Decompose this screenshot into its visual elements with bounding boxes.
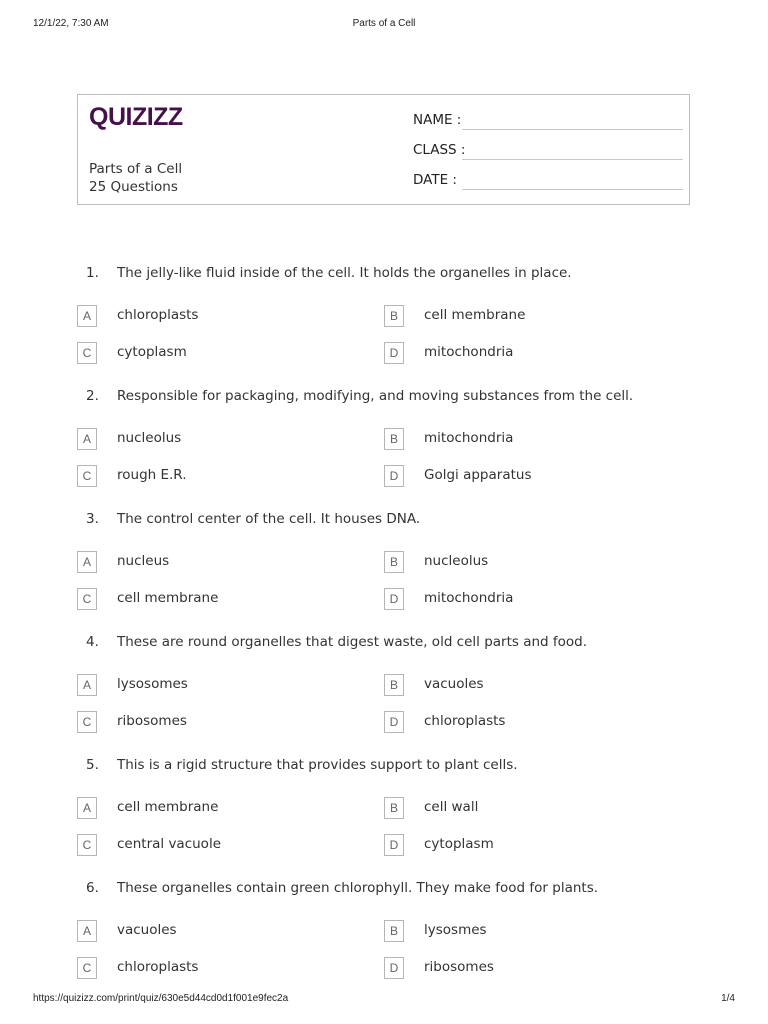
option-letter-box[interactable]: A <box>77 797 97 819</box>
option-letter-box[interactable]: B <box>384 551 404 573</box>
option-letter-box[interactable]: D <box>384 834 404 856</box>
quizizz-logo: QUIZIZZ <box>89 103 183 131</box>
option-b[interactable] <box>384 797 684 821</box>
option-text: mitochondria <box>424 590 514 606</box>
question-count: 25 Questions <box>89 179 178 195</box>
option-text: lysosmes <box>424 922 487 938</box>
option-letter-box[interactable]: B <box>384 674 404 696</box>
option-text: lysosomes <box>117 676 188 692</box>
question-text: Responsible for packaging, modifying, and moving substances from the cell. <box>117 388 634 404</box>
option-text: mitochondria <box>424 344 514 360</box>
print-header <box>0 16 768 32</box>
question-text: These organelles contain green chlorophyll. They make food for plants. <box>117 880 599 896</box>
option-c[interactable] <box>77 588 377 612</box>
print-page-title: Parts of a Cell <box>352 18 416 29</box>
option-text: mitochondria <box>424 430 514 446</box>
date-field[interactable] <box>413 172 683 192</box>
option-letter-box[interactable]: C <box>77 465 97 487</box>
question-number: 1. <box>86 265 99 281</box>
question <box>0 634 768 664</box>
option-d[interactable] <box>384 588 684 612</box>
option-a[interactable] <box>77 551 377 575</box>
question <box>0 265 768 295</box>
question-text: The control center of the cell. It houses DNA. <box>117 511 421 527</box>
option-letter-box[interactable]: C <box>77 711 97 733</box>
option-letter-box[interactable]: C <box>77 588 97 610</box>
option-d[interactable] <box>384 342 684 366</box>
option-letter-box[interactable]: A <box>77 551 97 573</box>
quiz-info-box <box>77 94 690 205</box>
option-letter-box[interactable]: A <box>77 428 97 450</box>
print-footer <box>0 991 768 1007</box>
question-text: The jelly-like fluid inside of the cell. It holds the organelles in place. <box>117 265 572 281</box>
option-letter-box[interactable]: A <box>77 305 97 327</box>
option-text: chloroplasts <box>424 713 506 729</box>
option-b[interactable] <box>384 920 684 944</box>
option-text: chloroplasts <box>117 959 199 975</box>
option-letter-box[interactable]: C <box>77 342 97 364</box>
class-line[interactable] <box>462 159 683 160</box>
option-text: ribosomes <box>117 713 187 729</box>
option-b[interactable] <box>384 305 684 329</box>
question <box>0 511 768 541</box>
option-letter-box[interactable]: C <box>77 957 97 979</box>
option-text: nucleolus <box>117 430 182 446</box>
option-letter-box[interactable]: D <box>384 957 404 979</box>
option-letter-box[interactable]: B <box>384 920 404 942</box>
option-letter-box[interactable]: B <box>384 797 404 819</box>
option-text: cytoplasm <box>117 344 187 360</box>
option-a[interactable] <box>77 428 377 452</box>
option-text: ribosomes <box>424 959 494 975</box>
option-text: cell membrane <box>117 590 219 606</box>
question-number: 2. <box>86 388 99 404</box>
option-a[interactable] <box>77 674 377 698</box>
option-d[interactable] <box>384 711 684 735</box>
option-text: central vacuole <box>117 836 221 852</box>
print-page-number: 1/4 <box>721 993 735 1004</box>
print-url: https://quizizz.com/print/quiz/630e5d44cd0d1f001e9fec2a <box>33 993 289 1004</box>
option-c[interactable] <box>77 957 377 981</box>
name-field[interactable] <box>413 112 683 132</box>
option-text: cell membrane <box>424 307 526 323</box>
name-line[interactable] <box>462 129 683 130</box>
question-text: These are round organelles that digest waste, old cell parts and food. <box>117 634 588 650</box>
option-c[interactable] <box>77 834 377 858</box>
option-letter-box[interactable]: A <box>77 920 97 942</box>
date-line[interactable] <box>462 189 683 190</box>
option-text: cell membrane <box>117 799 219 815</box>
option-letter-box[interactable]: C <box>77 834 97 856</box>
class-label: CLASS : <box>413 142 466 158</box>
date-label: DATE : <box>413 172 457 188</box>
option-letter-box[interactable]: B <box>384 305 404 327</box>
option-letter-box[interactable]: D <box>384 465 404 487</box>
option-text: Golgi apparatus <box>424 467 532 483</box>
question <box>0 757 768 787</box>
option-a[interactable] <box>77 797 377 821</box>
question-number: 4. <box>86 634 99 650</box>
option-text: vacuoles <box>424 676 484 692</box>
question-number: 6. <box>86 880 99 896</box>
option-text: chloroplasts <box>117 307 199 323</box>
name-label: NAME : <box>413 112 462 128</box>
option-letter-box[interactable]: B <box>384 428 404 450</box>
option-b[interactable] <box>384 674 684 698</box>
question <box>0 880 768 910</box>
option-letter-box[interactable]: D <box>384 588 404 610</box>
option-d[interactable] <box>384 834 684 858</box>
option-c[interactable] <box>77 465 377 489</box>
question-number: 5. <box>86 757 99 773</box>
question-number: 3. <box>86 511 99 527</box>
question <box>0 388 768 418</box>
option-c[interactable] <box>77 342 377 366</box>
option-a[interactable] <box>77 920 377 944</box>
question-text: This is a rigid structure that provides support to plant cells. <box>117 757 518 773</box>
quiz-title: Parts of a Cell <box>89 161 183 177</box>
option-letter-box[interactable]: A <box>77 674 97 696</box>
option-c[interactable] <box>77 711 377 735</box>
print-datetime: 12/1/22, 7:30 AM <box>33 18 109 29</box>
option-letter-box[interactable]: D <box>384 711 404 733</box>
option-letter-box[interactable]: D <box>384 342 404 364</box>
option-text: nucleolus <box>424 553 489 569</box>
option-d[interactable] <box>384 465 684 489</box>
option-b[interactable] <box>384 428 684 452</box>
option-text: cell wall <box>424 799 479 815</box>
class-field[interactable] <box>413 142 683 162</box>
option-a[interactable] <box>77 305 377 329</box>
option-b[interactable] <box>384 551 684 575</box>
option-text: rough E.R. <box>117 467 187 483</box>
option-text: cytoplasm <box>424 836 494 852</box>
option-text: vacuoles <box>117 922 177 938</box>
option-d[interactable] <box>384 957 684 981</box>
option-text: nucleus <box>117 553 170 569</box>
